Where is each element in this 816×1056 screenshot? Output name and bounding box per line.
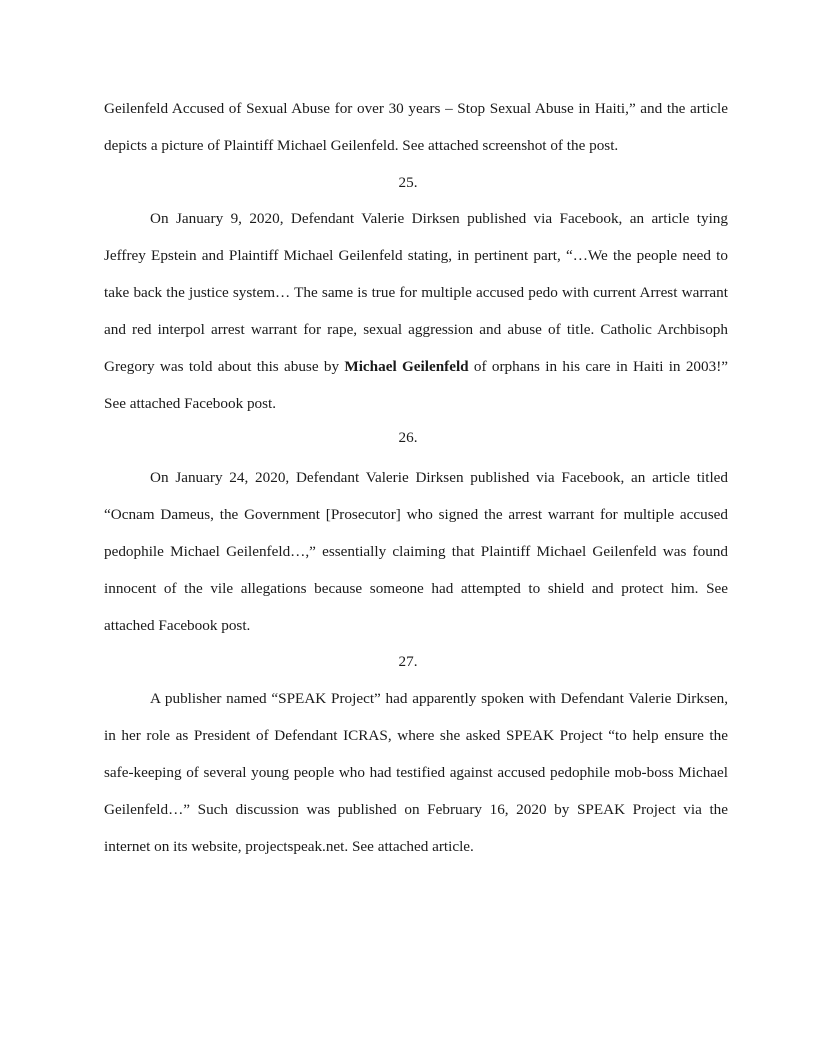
paragraph-number-27: 27. (398, 653, 418, 670)
intro-text: Geilenfeld Accused of Sexual Abuse for over 30 years – Stop Sexual Abuse in Haiti,” and the article depicts a picture of Plaintiff Michael Geilenfeld. See attached screenshot of the post. (104, 100, 728, 154)
paragraph-26-text: On January 24, 2020, Defendant Valerie Dirksen published via Facebook, an article titled “Ocnam Dameus, the Government [Prosecutor] who signed the arrest warrant for multiple accused pedophile Michael Geilenfeld…,” essentially claiming that Plaintiff Michael Geilenfeld was found innocent of the vile allegations because someone had attempted to shield and protect him. See attached Facebook post. (104, 469, 728, 634)
paragraph-25-bold-name: Michael Geilenfeld (344, 358, 469, 375)
paragraph-27 (104, 680, 728, 865)
paragraph-26 (104, 459, 728, 644)
paragraph-25-text-end: of orphans in his care in Haiti in 2003!” See attached Facebook post. (104, 358, 728, 412)
intro-paragraph (104, 90, 728, 164)
paragraph-25-text-start: On January 9, 2020, Defendant Valerie Dirksen published via Facebook, an article tying Jeffrey Epstein and Plaintiff Michael Geilenfeld stating, in pertinent part, “…We the people need to take back the justice system… The same is true for multiple accused pedo with current Arrest warrant and red interpol arrest warrant for rape, sexual aggression and abuse of title. Catholic Archbisoph Gregory was told about this abuse by (104, 210, 728, 375)
paragraph-number-26: 26. (398, 429, 418, 446)
paragraph-number-25: 25. (398, 174, 418, 191)
paragraph-27-text: A publisher named “SPEAK Project” had apparently spoken with Defendant Valerie Dirksen, in her role as President of Defendant ICRAS, where she asked SPEAK Project “to help ensure the safe-keeping of several young people who had testified against accused pedophile mob-boss Michael Geilenfeld…” Such discussion was published on February 16, 2020 by SPEAK Project via the internet on its website, projectspeak.net. See attached article. (104, 690, 728, 855)
paragraph-25 (104, 200, 728, 422)
